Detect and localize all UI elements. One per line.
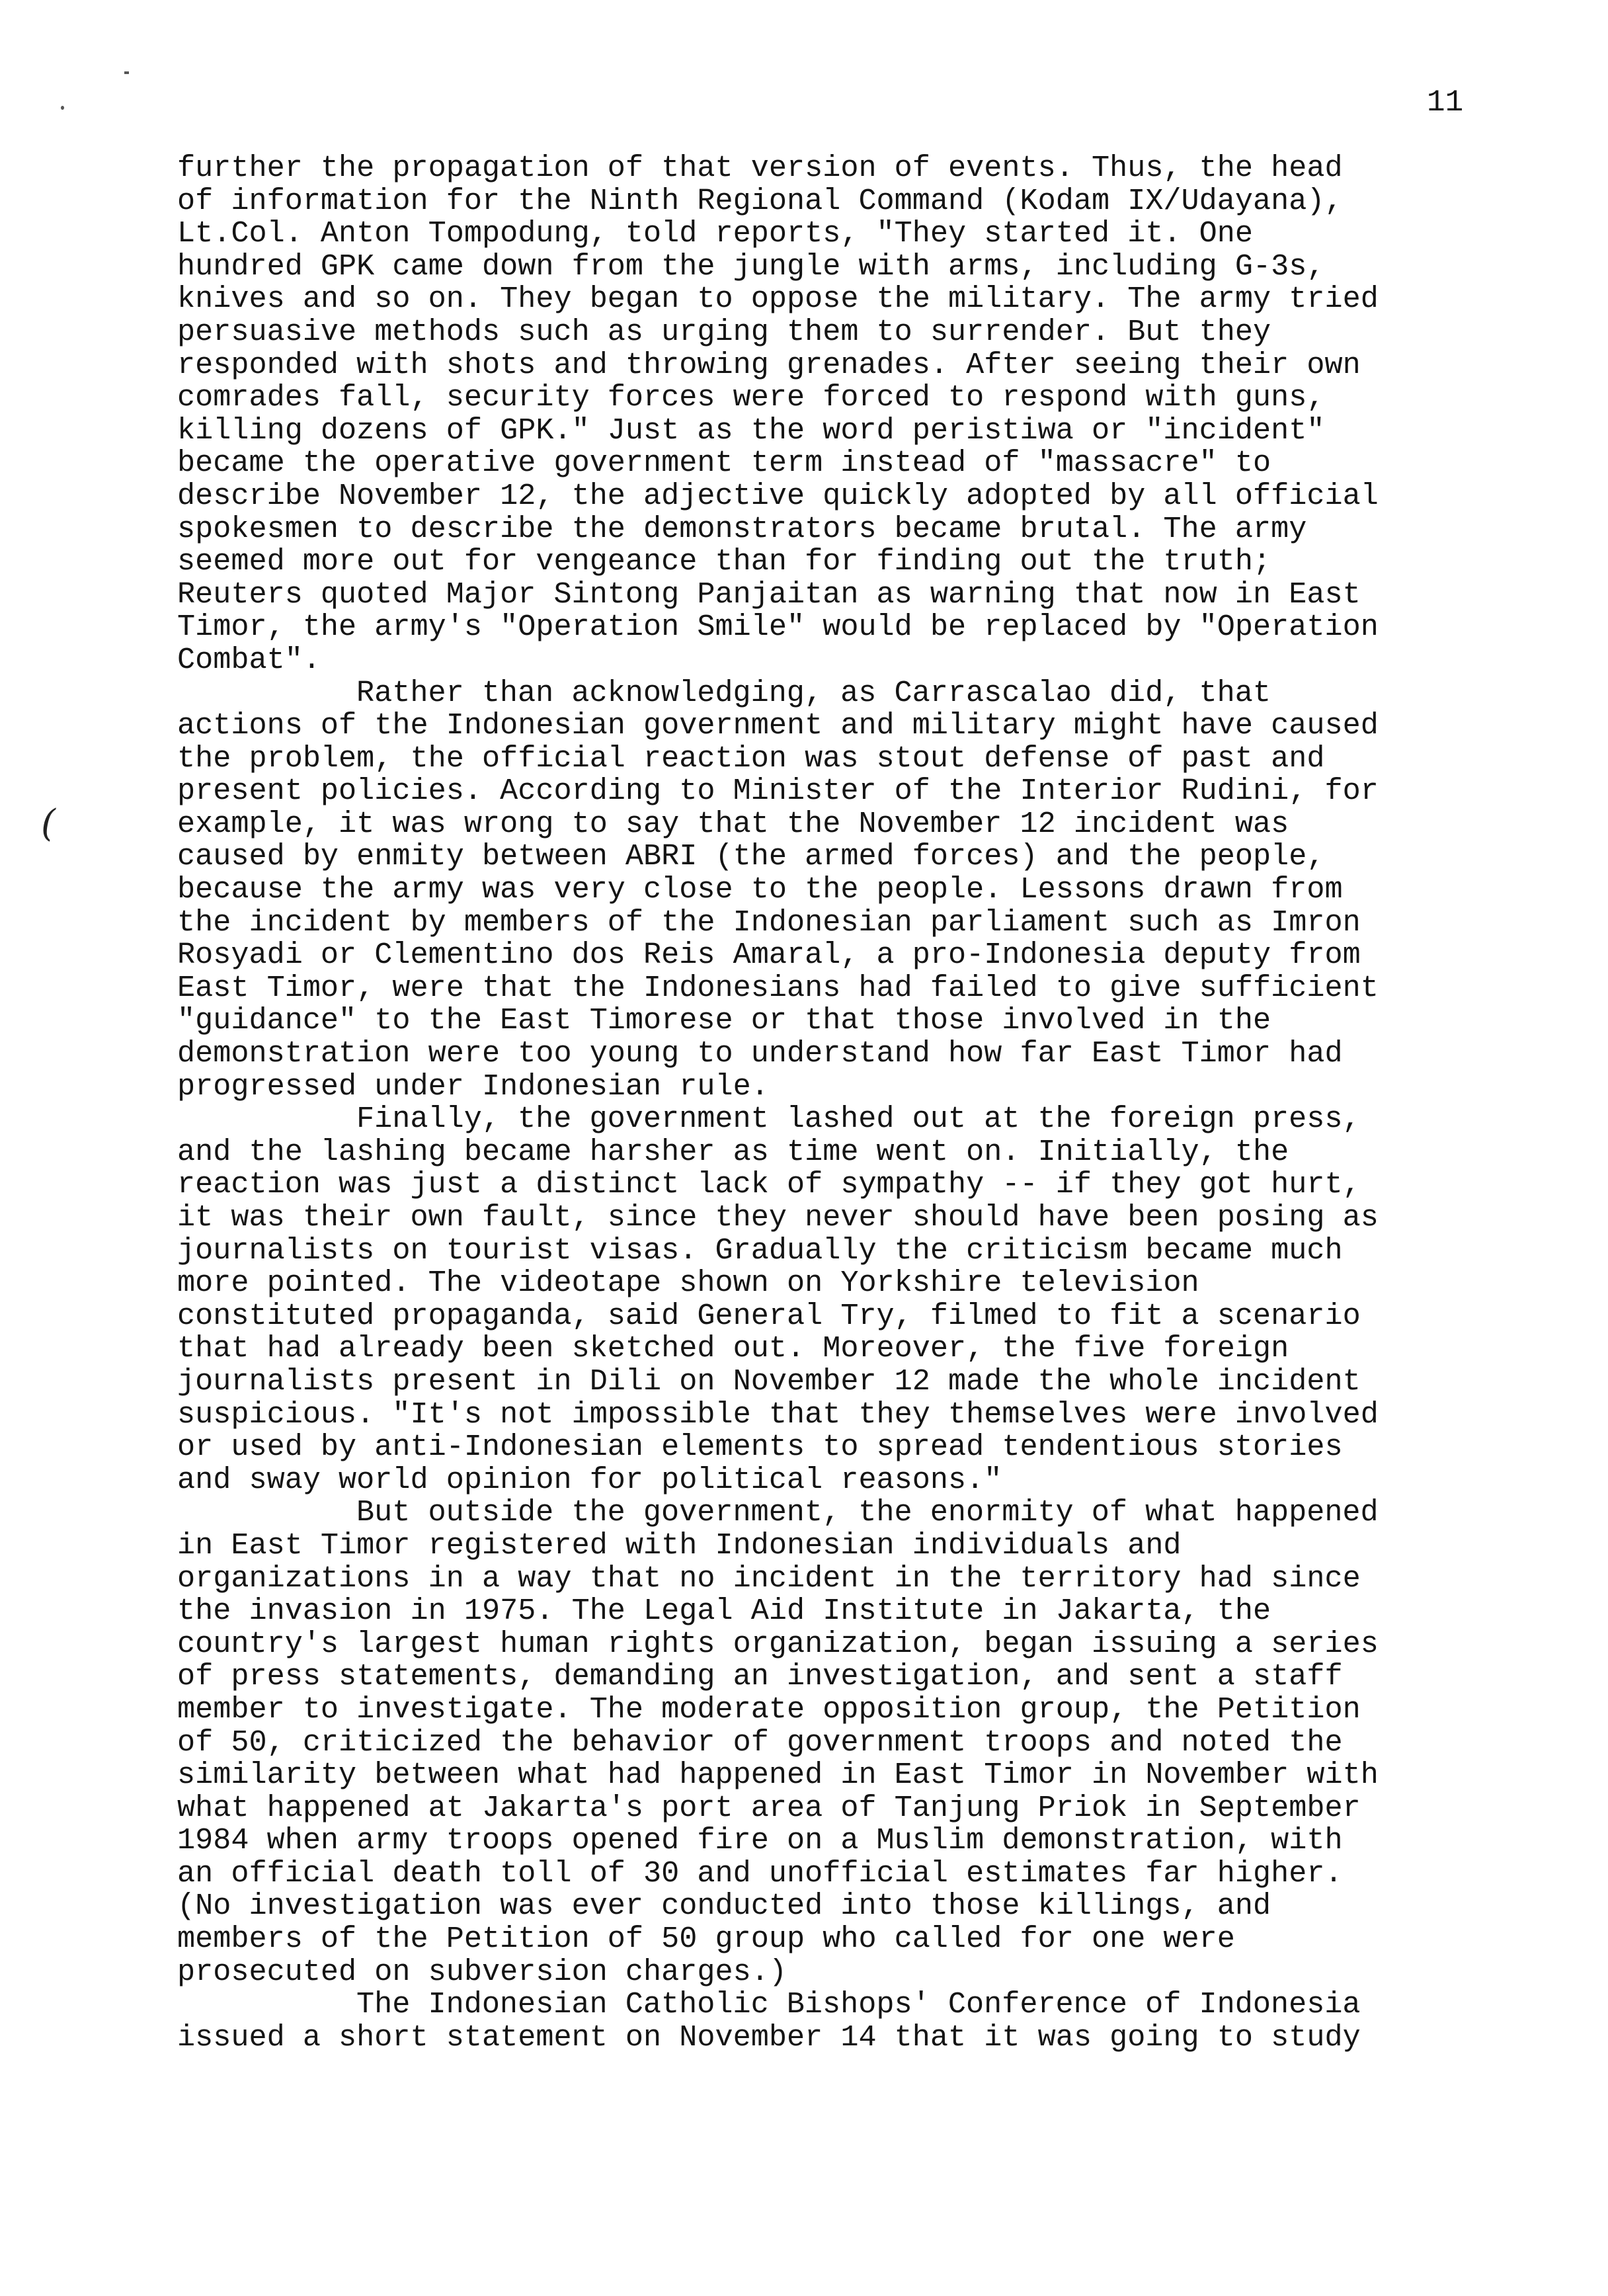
text-line: Rosyadi or Clementino dos Reis Amaral, a pro-Indonesia deputy from: [177, 938, 1361, 973]
text-line: in East Timor registered with Indonesian individuals and: [177, 1528, 1182, 1563]
text-line: that had already been sketched out. Moreover, the five foreign: [177, 1331, 1289, 1366]
text-line: the invasion in 1975. The Legal Aid Institute in Jakarta, the: [177, 1594, 1271, 1629]
text-line: and sway world opinion for political reasons.": [177, 1462, 1002, 1497]
text-line: member to investigate. The moderate opposition group, the Petition: [177, 1692, 1361, 1727]
text-line: suspicious. "It's not impossible that they themselves were involved: [177, 1397, 1379, 1432]
text-line: reaction was just a distinct lack of sympathy -- if they got hurt,: [177, 1167, 1361, 1202]
text-line: and the lashing became harsher as time went on. Initially, the: [177, 1134, 1289, 1169]
text-line: hundred GPK came down from the jungle with arms, including G-3s,: [177, 249, 1325, 284]
text-line: Lt.Col. Anton Tompodung, told reports, "They started it. One: [177, 216, 1254, 251]
text-line: organizations in a way that no incident in the territory had since: [177, 1561, 1361, 1596]
margin-pencil-mark: (: [41, 802, 56, 845]
scan-speck: [61, 106, 64, 110]
text-line: it was their own fault, since they never should have been posing as: [177, 1200, 1379, 1235]
text-line: the problem, the official reaction was stout defense of past and: [177, 741, 1325, 776]
text-line: what happened at Jakarta's port area of Tanjung Priok in September: [177, 1790, 1361, 1825]
text-line: demonstration were too young to understand how far East Timor had: [177, 1036, 1343, 1071]
text-line: further the propagation of that version of events. Thus, the head: [177, 151, 1343, 185]
text-line: seemed more out for vengeance than for finding out the truth;: [177, 544, 1271, 579]
paragraph-first-line: Rather than acknowledging, as Carrascalao did, that: [356, 675, 1271, 710]
text-line: of press statements, demanding an investigation, and sent a staff: [177, 1659, 1343, 1694]
text-line: similarity between what had happened in East Timor in November with: [177, 1758, 1379, 1793]
page-number: 11: [1427, 85, 1464, 120]
text-line: progressed under Indonesian rule.: [177, 1069, 769, 1104]
text-line: members of the Petition of 50 group who called for one were: [177, 1922, 1235, 1957]
text-line: an official death toll of 30 and unofficial estimates far higher.: [177, 1856, 1343, 1891]
text-line: actions of the Indonesian government and military might have caused: [177, 708, 1379, 743]
text-line: persuasive methods such as urging them to surrender. But they: [177, 314, 1271, 349]
text-line: because the army was very close to the people. Lessons drawn from: [177, 872, 1343, 907]
text-line: present policies. According to Minister of the Interior Rudini, for: [177, 774, 1379, 809]
text-line: East Timor, were that the Indonesians had failed to give sufficient: [177, 970, 1379, 1005]
text-line: issued a short statement on November 14 that it was going to study: [177, 2020, 1361, 2055]
text-line: more pointed. The videotape shown on Yorkshire television: [177, 1266, 1199, 1301]
text-line: of 50, criticized the behavior of government troops and noted the: [177, 1725, 1343, 1760]
text-line: Reuters quoted Major Sintong Panjaitan as warning that now in East: [177, 577, 1361, 612]
text-line: describe November 12, the adjective quickly adopted by all official: [177, 478, 1379, 513]
text-line: of information for the Ninth Regional Command (Kodam IX/Udayana),: [177, 183, 1343, 218]
text-line: journalists present in Dili on November 12 made the whole incident: [177, 1364, 1361, 1399]
paragraph-first-line: The Indonesian Catholic Bishops' Conference of Indonesia: [356, 1987, 1361, 2022]
text-line: Combat".: [177, 642, 321, 677]
text-line: became the operative government term instead of "massacre" to: [177, 446, 1271, 481]
text-line: country's largest human rights organization, began issuing a series: [177, 1626, 1379, 1661]
text-line: knives and so on. They began to oppose the military. The army tried: [177, 282, 1379, 317]
body-text: [177, 152, 1599, 2054]
scan-speck: [124, 71, 129, 74]
text-line: "guidance" to the East Timorese or that those involved in the: [177, 1003, 1271, 1038]
text-line: the incident by members of the Indonesian parliament such as Imron: [177, 905, 1361, 940]
text-line: constituted propaganda, said General Try, filmed to fit a scenario: [177, 1298, 1361, 1333]
text-line: example, it was wrong to say that the November 12 incident was: [177, 806, 1289, 841]
text-line: (No investigation was ever conducted into those killings, and: [177, 1889, 1271, 1924]
text-line: prosecuted on subversion charges.): [177, 1954, 787, 1989]
text-line: or used by anti-Indonesian elements to spread tendentious stories: [177, 1430, 1343, 1465]
paragraph-first-line: But outside the government, the enormity of what happened: [356, 1495, 1379, 1530]
text-line: responded with shots and throwing grenades. After seeing their own: [177, 347, 1361, 382]
text-line: comrades fall, security forces were forced to respond with guns,: [177, 380, 1325, 415]
paragraph-first-line: Finally, the government lashed out at the foreign press,: [356, 1102, 1361, 1137]
text-line: Timor, the army's "Operation Smile" would be replaced by "Operation: [177, 610, 1379, 645]
text-line: killing dozens of GPK." Just as the word peristiwa or "incident": [177, 413, 1325, 448]
text-line: 1984 when army troops opened fire on a Muslim demonstration, with: [177, 1823, 1343, 1858]
text-line: caused by enmity between ABRI (the armed forces) and the people,: [177, 839, 1325, 874]
text-line: journalists on tourist visas. Gradually the criticism became much: [177, 1233, 1343, 1268]
text-line: spokesmen to describe the demonstrators became brutal. The army: [177, 511, 1307, 546]
